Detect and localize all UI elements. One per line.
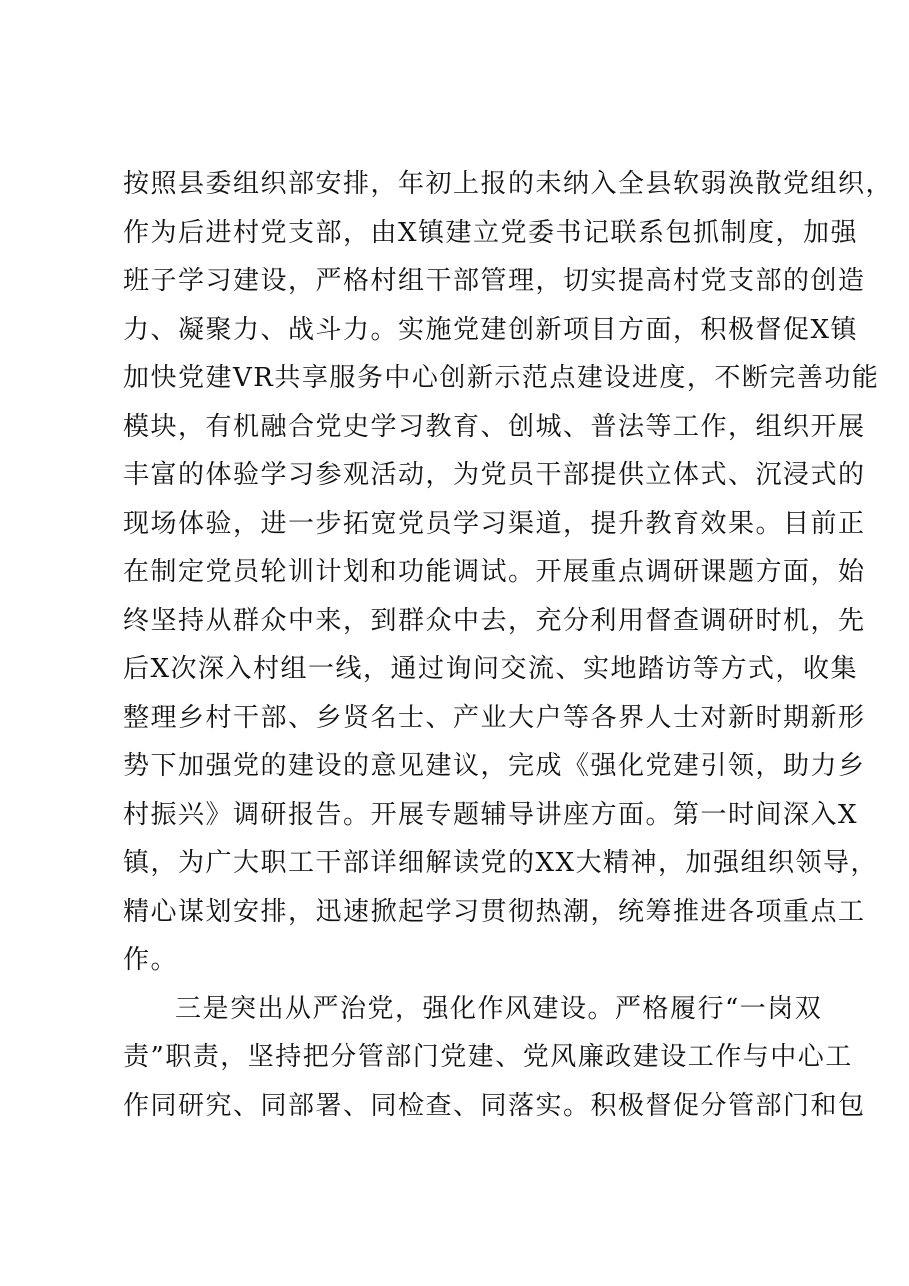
paragraph-line: 在制定党员轮训计划和功能调试。开展重点调研课题方面，始 bbox=[123, 557, 866, 587]
paragraph-line: 力、凝聚力、战斗力。实施党建创新项目方面，积极督促X镇 bbox=[123, 314, 859, 345]
paragraph-line: 模块，有机融合党史学习教育、创城、普法等工作，组织开展 bbox=[123, 411, 866, 442]
paragraph-line: 作为后进村党支部，由X镇建立党委书记联系包抓制度，加强 bbox=[123, 217, 859, 248]
paragraph-line: 班子学习建设，严格村组干部管理，切实提高村党支部的创造 bbox=[123, 266, 866, 296]
paragraph-line: 后X次深入村组一线，通过询问交流、实地踏访等方式，收集 bbox=[123, 654, 859, 684]
paragraph-line: 丰富的体验学习参观活动，为党员干部提供立体式、沉浸式的 bbox=[123, 460, 866, 490]
paragraph-line: 村振兴》调研报告。开展专题辅导讲座方面。第一时间深入X bbox=[123, 799, 859, 830]
paragraph-line: 势下加强党的建设的意见建议，完成《强化党建引领，助力乡 bbox=[123, 751, 866, 781]
paragraph-line: 镇，为广大职工干部详细解读党的XX大精神，加强组织领导， bbox=[123, 848, 879, 878]
paragraph-line: 作。 bbox=[123, 945, 179, 975]
paragraph-line: 加快党建VR共享服务中心创新示范点建设进度，不断完善功能 bbox=[123, 363, 880, 393]
paragraph-line: 按照县委组织部安排，年初上报的未纳入全县软弱涣散党组织， bbox=[123, 169, 894, 199]
document-body bbox=[123, 160, 894, 1130]
paragraph-line: 现场体验，进一步拓宽党员学习渠道，提升教育效果。目前正 bbox=[123, 508, 866, 539]
paragraph-line: 终坚持从群众中来，到群众中去，充分利用督查调研时机，先 bbox=[123, 605, 866, 636]
paragraph-line: 责”职责，坚持把分管部门党建、党风廉政建设工作与中心工 bbox=[123, 1042, 853, 1072]
paragraph-line: 三是突出从严治党，强化作风建设。严格履行“一岗双 bbox=[175, 993, 823, 1024]
paragraph-line: 作同研究、同部署、同检查、同落实。积极督促分管部门和包 bbox=[123, 1090, 866, 1121]
paragraph-line: 整理乡村干部、乡贤名士、产业大户等各界人士对新时期新形 bbox=[123, 702, 866, 733]
paragraph-line: 精心谋划安排，迅速掀起学习贯彻热潮，统筹推进各项重点工 bbox=[123, 896, 866, 927]
